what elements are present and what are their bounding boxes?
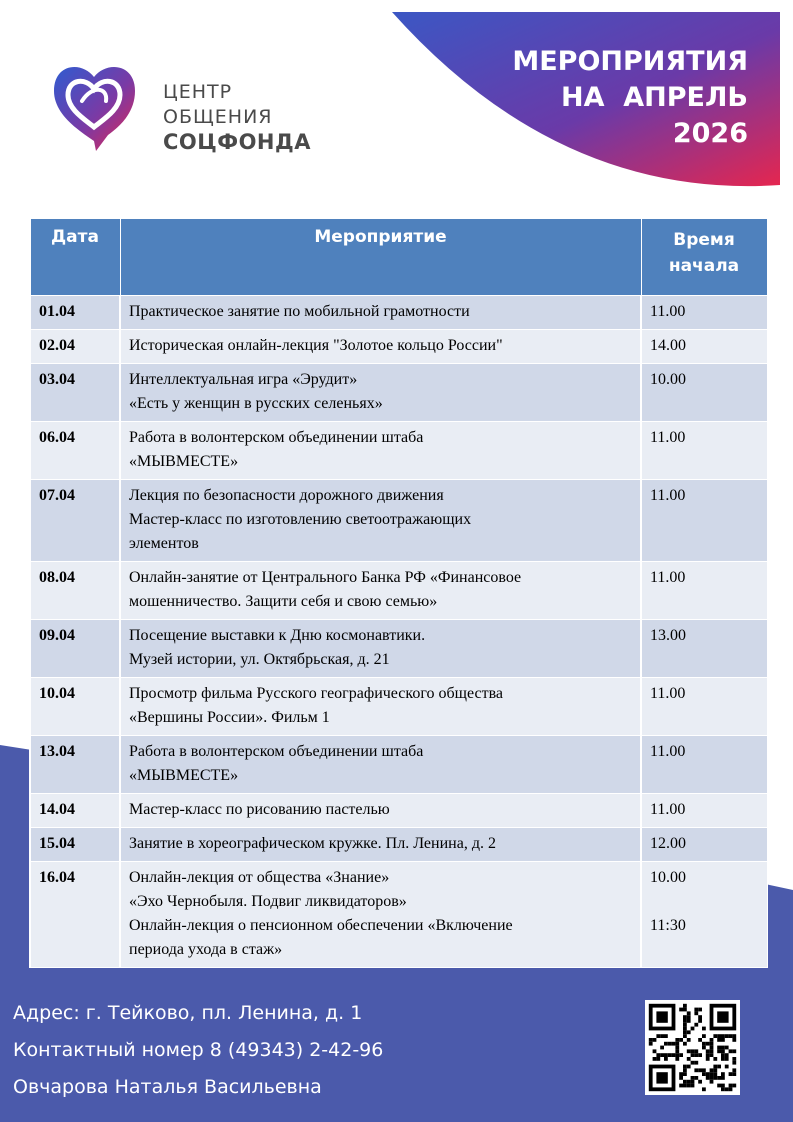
table-row bbox=[30, 480, 767, 562]
row-event: Работа в волонтерском объединении штаба «МЫВМЕСТЕ» bbox=[120, 736, 641, 794]
row-time-first: 10.00 bbox=[650, 869, 686, 886]
table-row bbox=[30, 794, 767, 828]
row-event: Историческая онлайн-лекция "Золотое кольцо России" bbox=[120, 330, 641, 364]
table-header-row bbox=[30, 219, 767, 296]
table-row bbox=[30, 562, 767, 620]
events-table bbox=[29, 218, 768, 968]
row-time: 11.00 bbox=[641, 296, 767, 330]
table-row bbox=[30, 828, 767, 862]
row-date: 13.04 bbox=[30, 736, 120, 794]
row-time bbox=[641, 862, 767, 968]
row-event: Посещение выставки к Дню космонавтики. Музей истории, ул. Октябрьская, д. 21 bbox=[120, 620, 641, 678]
phone-text: Контактный номер 8 (49343) 2-42-96 bbox=[13, 1039, 384, 1061]
row-event: Онлайн-лекция от общества «Знание» «Эхо Чернобыля. Подвиг ликвидаторов» Онлайн-лекция о пенсионном обеспечении «Включение периода ухода в стаж» bbox=[120, 862, 641, 968]
row-event: Онлайн-занятие от Центрального Банка РФ «Финансовое мошенничество. Защити себя и свою семью» bbox=[120, 562, 641, 620]
table-row bbox=[30, 296, 767, 330]
header-event: Мероприятие bbox=[120, 219, 641, 296]
title-line-3: 2026 bbox=[672, 118, 748, 149]
table-row bbox=[30, 862, 767, 968]
row-time: 12.00 bbox=[641, 828, 767, 862]
row-date: 15.04 bbox=[30, 828, 120, 862]
row-date: 03.04 bbox=[30, 364, 120, 422]
row-date: 02.04 bbox=[30, 330, 120, 364]
logo-line-2: ОБЩЕНИЯ bbox=[163, 106, 273, 128]
row-event: Интеллектуальная игра «Эрудит» «Есть у женщин в русских селеньях» bbox=[120, 364, 641, 422]
heart-logo-icon bbox=[52, 55, 137, 155]
title-line-1: МЕРОПРИЯТИЯ bbox=[512, 46, 748, 77]
row-event: Мастер-класс по рисованию пастелью bbox=[120, 794, 641, 828]
row-event: Работа в волонтерском объединении штаба «МЫВМЕСТЕ» bbox=[120, 422, 641, 480]
table-row bbox=[30, 422, 767, 480]
row-date: 07.04 bbox=[30, 480, 120, 562]
row-time: 14.00 bbox=[641, 330, 767, 364]
table-row bbox=[30, 330, 767, 364]
address-text: Адрес: г. Тейково, пл. Ленина, д. 1 bbox=[13, 1002, 363, 1024]
row-time: 11.00 bbox=[641, 678, 767, 736]
row-time-second: 11:30 bbox=[650, 917, 686, 934]
row-date: 14.04 bbox=[30, 794, 120, 828]
row-date: 16.04 bbox=[30, 862, 120, 968]
header-time: Время начала bbox=[641, 219, 767, 296]
table-row bbox=[30, 678, 767, 736]
contacts-block bbox=[13, 998, 383, 1109]
row-time: 11.00 bbox=[641, 736, 767, 794]
row-date: 10.04 bbox=[30, 678, 120, 736]
table-row bbox=[30, 620, 767, 678]
table-row bbox=[30, 736, 767, 794]
qr-code-icon[interactable] bbox=[645, 1000, 740, 1095]
row-event: Практическое занятие по мобильной грамотности bbox=[120, 296, 641, 330]
row-date: 09.04 bbox=[30, 620, 120, 678]
row-event: Занятие в хореографическом кружке. Пл. Ленина, д. 2 bbox=[120, 828, 641, 862]
row-time: 13.00 bbox=[641, 620, 767, 678]
row-event: Просмотр фильма Русского географического общества «Вершины России». Фильм 1 bbox=[120, 678, 641, 736]
page-title bbox=[512, 44, 748, 152]
contact-person-text: Овчарова Наталья Васильевна bbox=[13, 1076, 322, 1098]
row-date: 01.04 bbox=[30, 296, 120, 330]
logo-line-3: СОЦФОНДА bbox=[163, 130, 311, 154]
row-date: 08.04 bbox=[30, 562, 120, 620]
row-event: Лекция по безопасности дорожного движения Мастер-класс по изготовлению светоотражающих элементов bbox=[120, 480, 641, 562]
row-time: 10.00 bbox=[641, 364, 767, 422]
row-date: 06.04 bbox=[30, 422, 120, 480]
logo-text bbox=[163, 80, 311, 155]
header-date: Дата bbox=[30, 219, 120, 296]
table-row bbox=[30, 364, 767, 422]
title-line-2: НА АПРЕЛЬ bbox=[560, 82, 748, 113]
row-time: 11.00 bbox=[641, 422, 767, 480]
row-time: 11.00 bbox=[641, 794, 767, 828]
row-time: 11.00 bbox=[641, 480, 767, 562]
row-time: 11.00 bbox=[641, 562, 767, 620]
logo-line-1: ЦЕНТР bbox=[163, 81, 233, 103]
